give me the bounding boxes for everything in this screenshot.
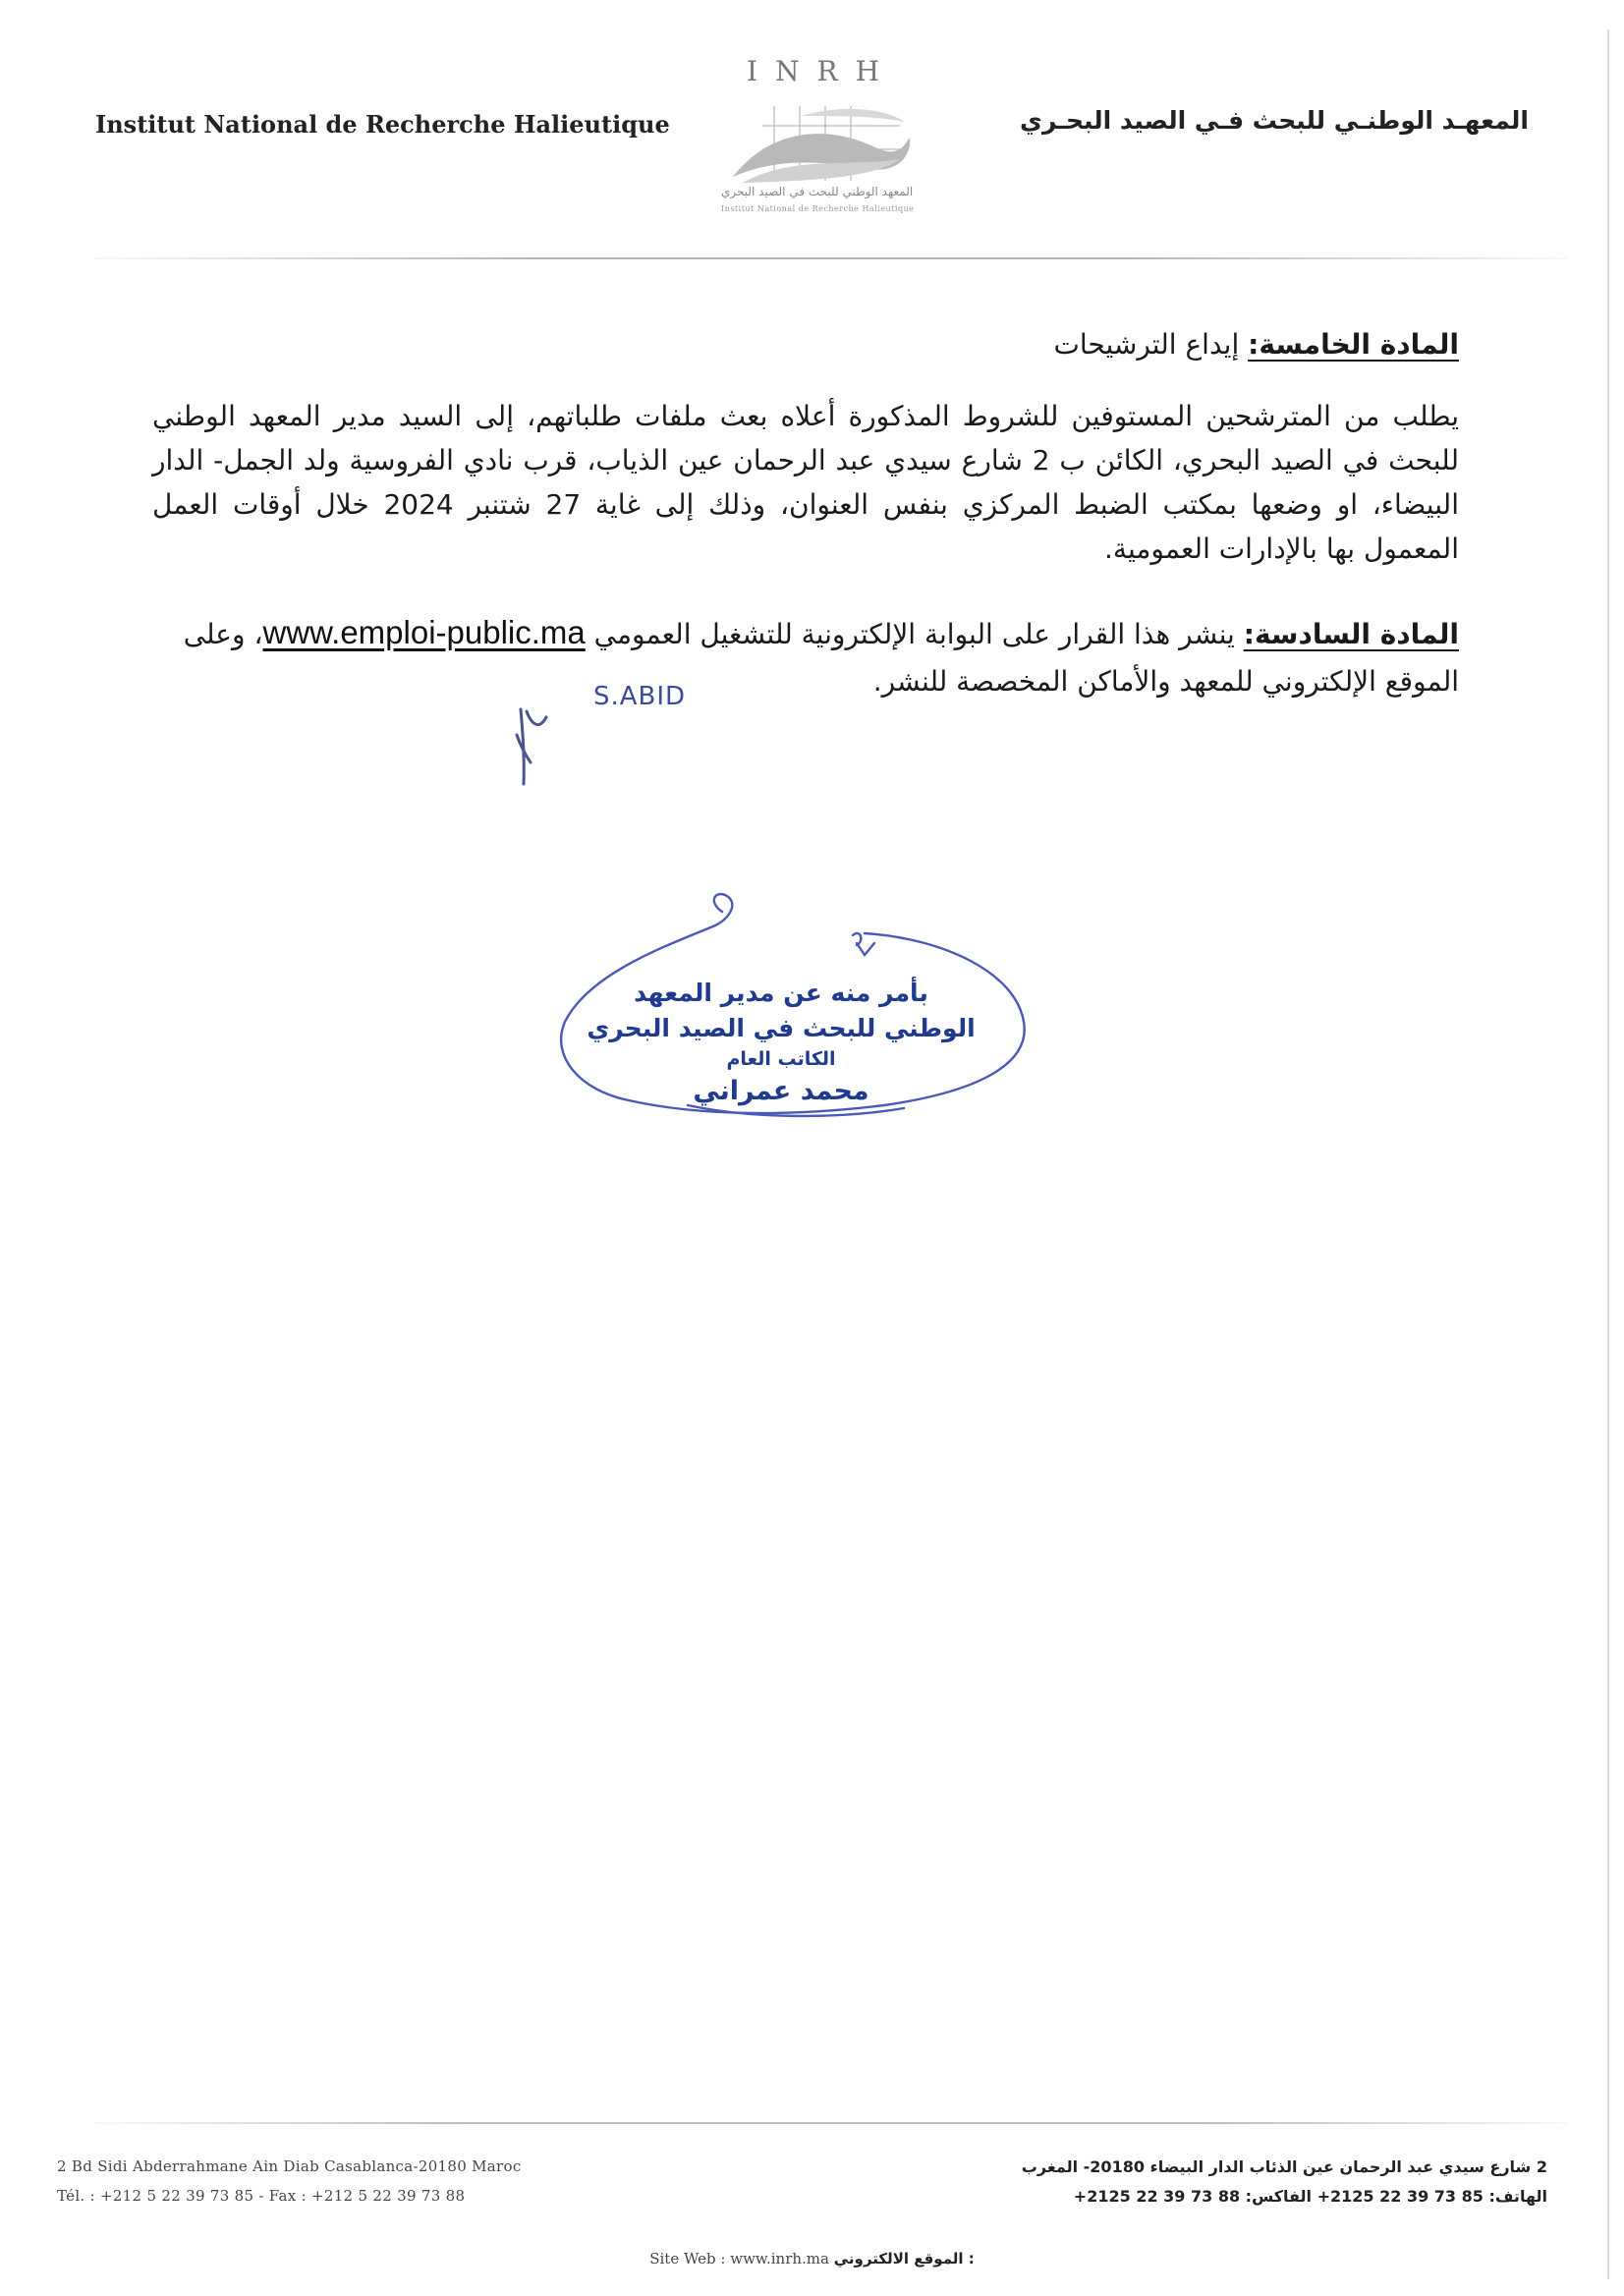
stamp-line-1: بأمر منه عن مدير المعهد xyxy=(634,979,928,1007)
article-6-text-before: ينشر هذا القرار على البوابة الإلكترونية للتشغيل العمومي xyxy=(585,618,1235,650)
article-6 xyxy=(152,609,1459,705)
footer-phone-french: Tél. : +212 5 22 39 73 85 - Fax : +212 5 22 39 73 88 xyxy=(57,2187,466,2205)
footer-website-arabic: الموقع الالكتروني : xyxy=(833,2250,975,2268)
initials-signature xyxy=(517,709,546,784)
footer-divider xyxy=(94,2122,1568,2124)
footer-website xyxy=(0,2250,1624,2268)
article-5-subject: إيداع الترشيحات xyxy=(1053,328,1240,361)
emploi-public-link[interactable]: www.emploi-public.ma xyxy=(262,614,586,650)
logo-wave-graphic xyxy=(703,86,939,224)
stamp-line-4: محمد عمراني xyxy=(693,1076,869,1106)
footer-address-french: 2 Bd Sidi Abderrahmane Ain Diab Casablanca-20180 Maroc xyxy=(57,2157,522,2175)
footer-address-arabic: 2 شارع سيدي عبد الرحمان عين الذئاب الدار البيضاء 20180- المغرب xyxy=(1021,2157,1547,2176)
footer-phone-arabic: الهاتف: 85 73 39 22 2125+ الفاكس: 88 73 39 22 2125+ xyxy=(1073,2187,1547,2206)
inrh-logo xyxy=(703,47,939,234)
article-6-text-after: ، وعلى الموقع الإلكتروني للمعهد والأماكن المخصصة للنشر. xyxy=(183,618,1459,698)
stamp-line-3: الكاتب العام xyxy=(726,1048,836,1070)
article-5-heading xyxy=(152,322,1459,366)
stamp-line-2: الوطني للبحث في الصيد البحري xyxy=(587,1014,976,1042)
scan-edge xyxy=(1607,29,1609,2279)
institute-name-french: Institut National de Recherche Halieutique xyxy=(95,110,670,139)
institute-name-arabic: المعهـد الوطنـي للبحث فـي الصيد البحـري xyxy=(1020,106,1529,135)
logo-acronym: INRH xyxy=(747,55,898,87)
article-5-body: يطلب من المترشحين المستوفين للشروط المذكورة أعلاه بعث ملفات طلباتهم، إلى السيد مدير المعهد الوطني للبحث في الصيد البحري، الكائن ب 2 شارع سيدي عبد الرحمان عين الذياب، قرب نادي الفروسية ولد الجمل- الدار البيضاء، او وضعها بمكتب الضبط المركزي بنفس العنوان، وذلك إلى غاية 27 شتنبر 2024 خلال أوقات العمل المعمول بها بالإدارات العمومية. xyxy=(152,400,1459,565)
header-divider xyxy=(94,257,1568,259)
official-stamp xyxy=(545,976,1017,1111)
initials-annotation: S.ABID xyxy=(593,682,687,711)
article-6-title: المادة السادسة: xyxy=(1243,618,1459,650)
article-5-title: المادة الخامسة: xyxy=(1248,328,1459,361)
logo-name-french: Institut National de Recherche Halieutique xyxy=(721,204,915,213)
footer-website-french[interactable]: Site Web : www.inrh.ma xyxy=(649,2250,829,2268)
logo-name-arabic: المعهد الوطني للبحث في الصيد البحري xyxy=(721,185,914,198)
